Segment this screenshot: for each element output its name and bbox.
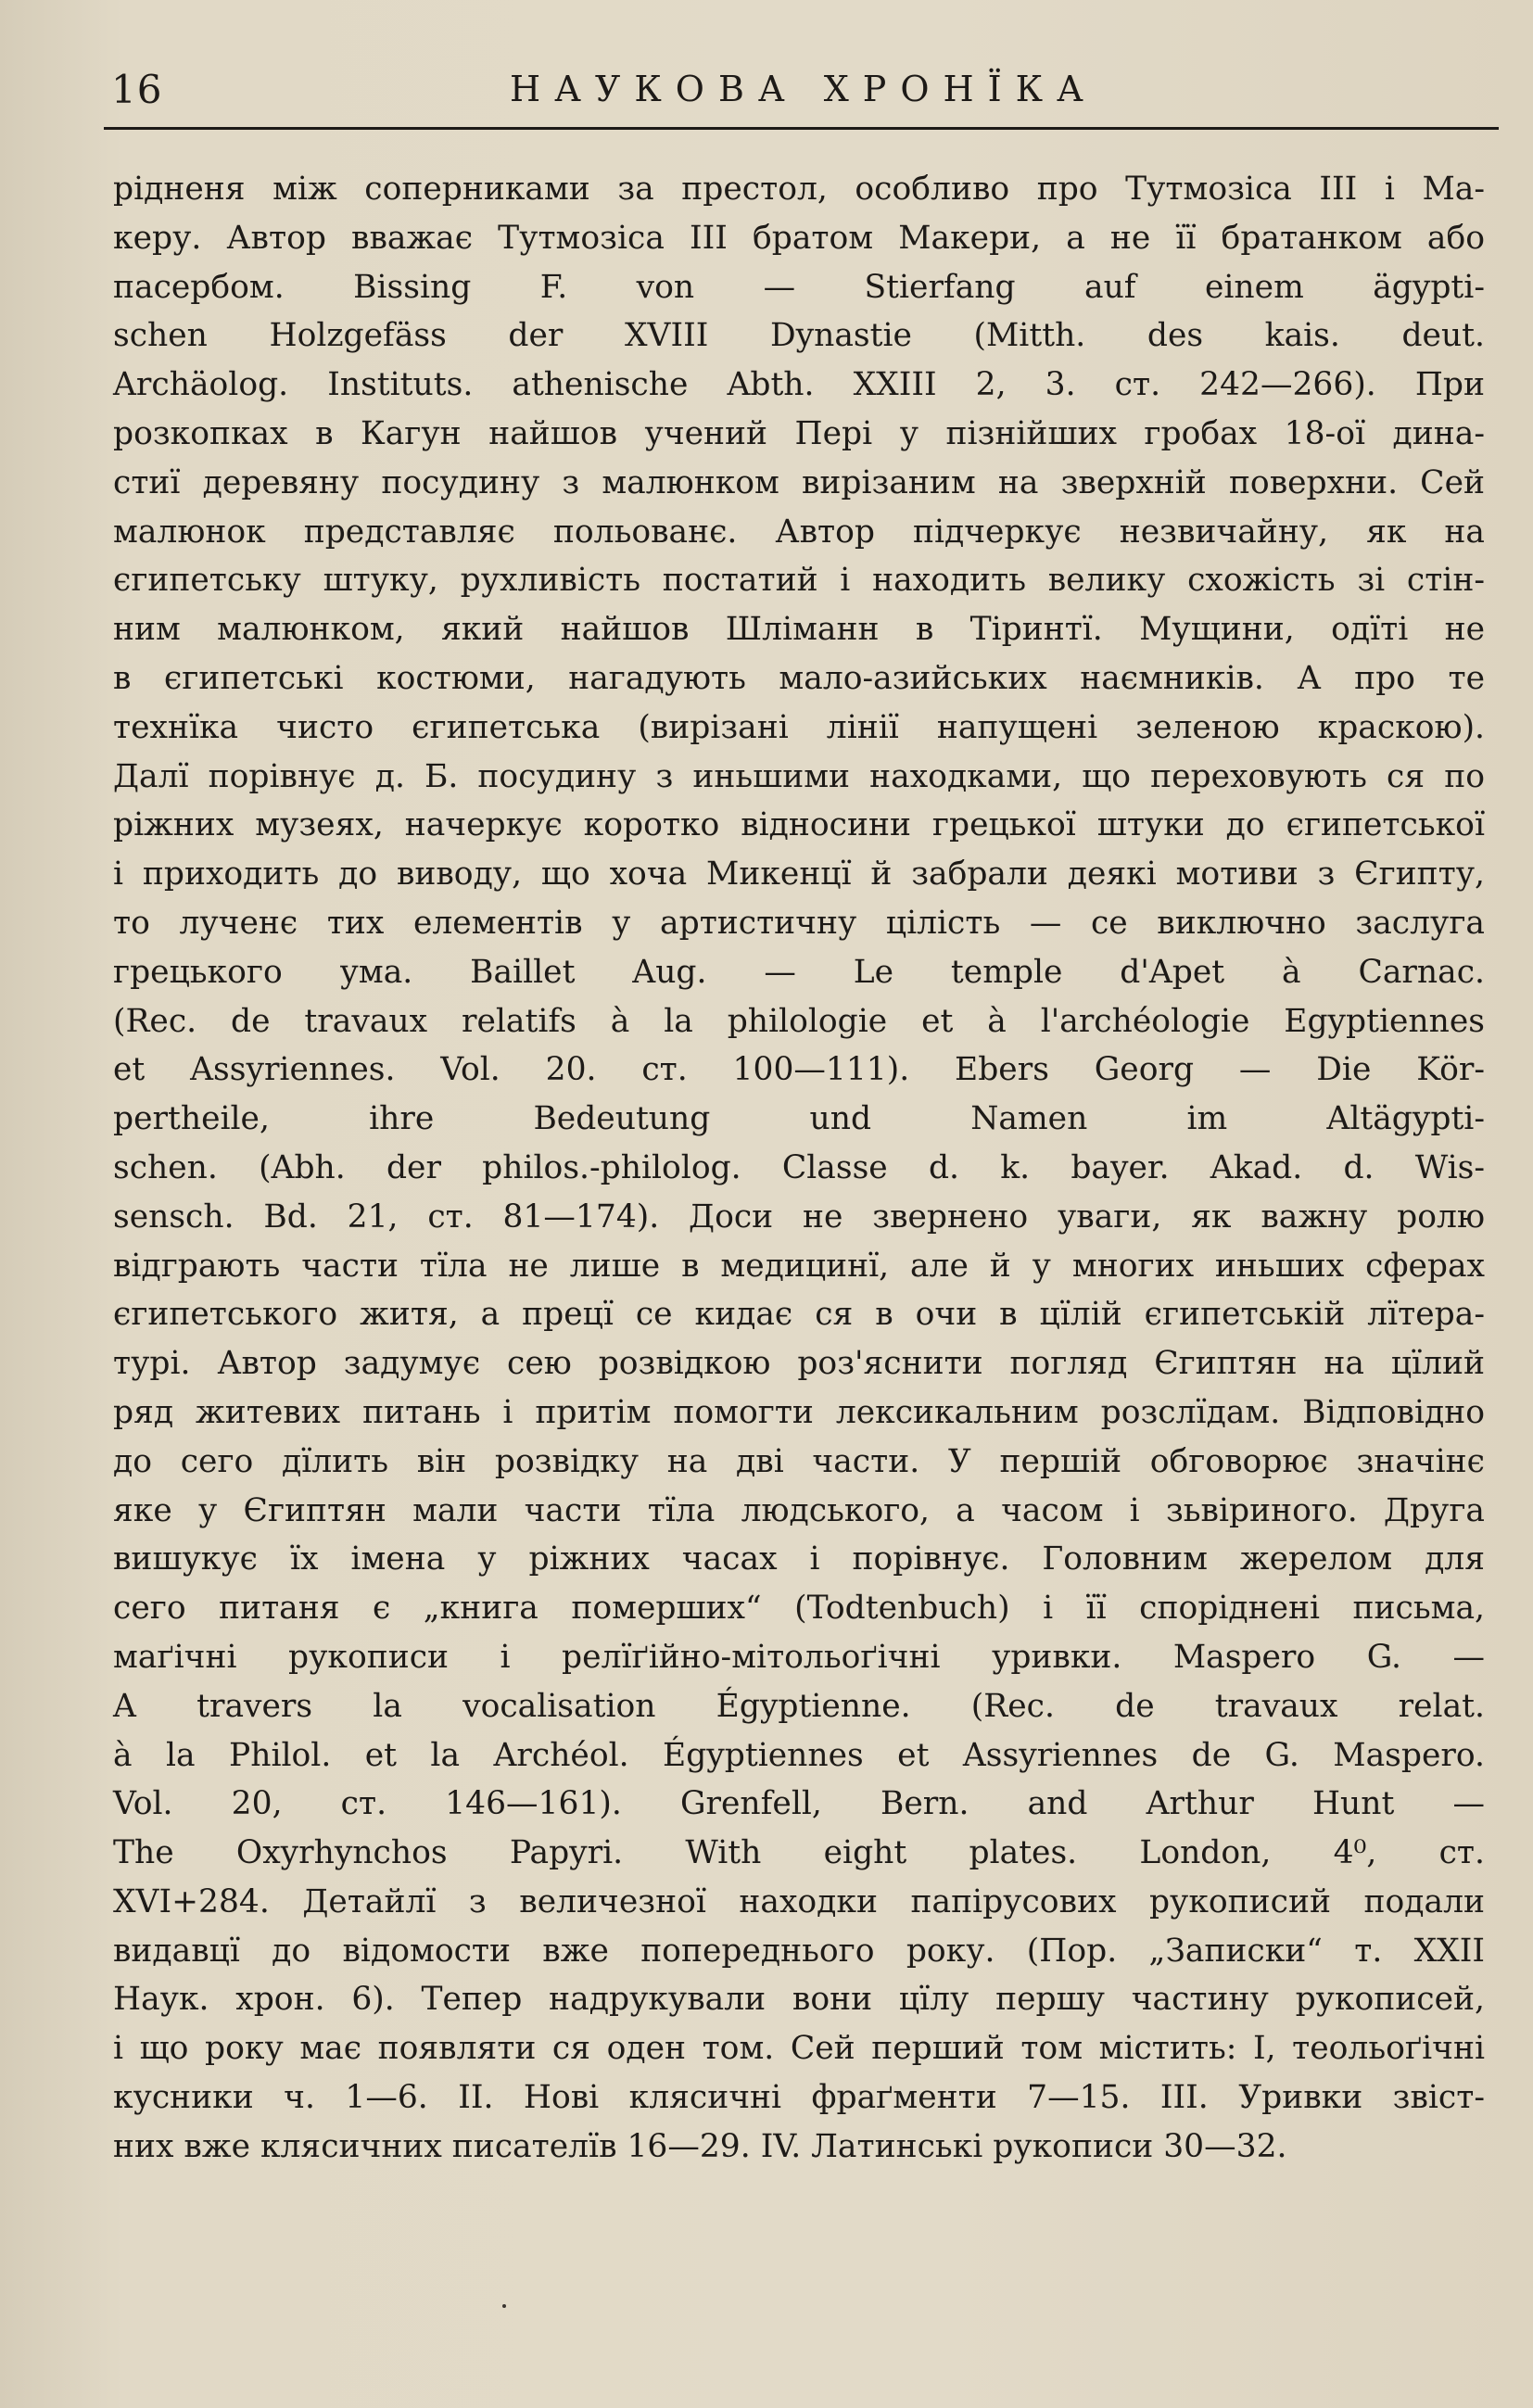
text-line: грецького ума. Baillet Aug. — Le temple d'Apet à Carnac. bbox=[113, 953, 1485, 991]
text-line: видавцї до відомости вже попереднього року. (Пор. „Записки“ т. XXII bbox=[113, 1932, 1485, 1970]
text-line: в єгипетські костюми, нагадують мало-азийських наємників. А про те bbox=[113, 659, 1485, 697]
text-line: єгипетського житя, а прецї се кидає ся в очи в цїлій єгипетській лїтера- bbox=[113, 1296, 1485, 1334]
ink-speck bbox=[502, 2304, 506, 2308]
text-line: сего питаня є „книга померших“ (Todtenbuch) і її споріднені письма, bbox=[113, 1590, 1485, 1628]
text-line: schen. (Abh. der philos.-philolog. Classe d. k. bayer. Akad. d. Wis- bbox=[113, 1148, 1485, 1186]
text-line: sensch. Bd. 21, ст. 81—174). Доси не звернено уваги, як важну ролю bbox=[113, 1198, 1485, 1236]
text-line: відграють части тїла не лише в медицинї, але й у многих иньших сферах bbox=[113, 1247, 1485, 1285]
text-line: pertheile, ihre Bedeutung und Namen im Altägypti- bbox=[113, 1100, 1485, 1138]
page-header bbox=[111, 67, 1501, 132]
text-line: стиї деревяну посудину з малюнком вирізаним на зверхній поверхни. Сей bbox=[113, 463, 1485, 501]
text-line: XVI+284. Детайлї з величезної находки папірусових рукописий подали bbox=[113, 1882, 1485, 1920]
text-line: єгипетську штуку, рухливість постатий і находить велику схожість зі стін- bbox=[113, 562, 1485, 600]
text-line: малюнок представляє польованє. Автор підчеркує незвичайну, як на bbox=[113, 513, 1485, 551]
text-line: Наук. хрон. 6). Тепер надрукували вони цїлу першу частину рукописей, bbox=[113, 1981, 1485, 2019]
text-line: вишукує їх імена у ріжних часах і порівнує. Головним жерелом для bbox=[113, 1540, 1485, 1578]
body-text bbox=[113, 165, 1485, 2172]
text-line: A travers la vocalisation Égyptienne. (Rec. de travaux relat. bbox=[113, 1687, 1485, 1725]
text-line: et Assyriennes. Vol. 20. ст. 100—111). Ebers Georg — Die Kör- bbox=[113, 1051, 1485, 1089]
header-rule bbox=[104, 127, 1499, 130]
text-line: Vol. 20, ст. 146—161). Grenfell, Bern. and Arthur Hunt — bbox=[113, 1785, 1485, 1823]
text-line: то лученє тих елементів у артистичну цілість — се виключно заслуга bbox=[113, 904, 1485, 942]
text-line: schen Holzgefäss der XVIII Dynastie (Mitth. des kais. deut. bbox=[113, 317, 1485, 355]
text-line: The Oxyrhynchos Papyri. With eight plates. London, 4⁰, ст. bbox=[113, 1834, 1485, 1872]
text-line: пасербом. Bissing F. von — Stierfang auf einem ägypti- bbox=[113, 268, 1485, 306]
text-line: керу. Автор вважає Тутмозіса III братом Макери, а не її братанком або bbox=[113, 219, 1485, 257]
text-line: ним малюнком, який найшов Шліманн в Тіринтї. Мущини, одїті не bbox=[113, 611, 1485, 649]
text-line: кусники ч. 1—6. II. Нові клясичні фраґменти 7—15. III. Уривки звіст- bbox=[113, 2079, 1485, 2117]
text-line: Далї порівнує д. Б. посудину з иньшими находками, що переховують ся по bbox=[113, 757, 1485, 795]
text-line: до сего дїлить він розвідку на дві части. У першій обговорює значінє bbox=[113, 1442, 1485, 1480]
text-line: Archäolog. Instituts. athenische Abth. XXIII 2, 3. ст. 242—266). При bbox=[113, 366, 1485, 404]
text-line: яке у Єгиптян мали части тїла людського, а часом і зьвіриного. Друга bbox=[113, 1491, 1485, 1529]
text-line: рідненя між соперниками за престол, особливо про Тутмозіса III і Ма- bbox=[113, 171, 1485, 208]
text-line: розкопках в Кагун найшов учений Пері у пізнійших гробах 18-ої дина- bbox=[113, 414, 1485, 452]
text-line: них вже клясичних писателїв 16—29. IV. Латинські рукописи 30—32. bbox=[113, 2127, 1287, 2165]
running-title: НАУКОВА ХРОНЇКА bbox=[510, 69, 1097, 109]
text-line: і приходить до виводу, що хоча Микенцї й забрали деякі мотиви з Єгипту, bbox=[113, 855, 1485, 893]
text-line: ряд житевих питань і притім помогти лексикальним розслїдам. Відповідно bbox=[113, 1393, 1485, 1431]
text-line: технїка чисто єгипетська (вирізані лінії напущені зеленою краскою). bbox=[113, 708, 1485, 746]
page-number: 16 bbox=[111, 67, 163, 112]
text-line: маґічні рукописи і релїґійно-мітольоґічні уривки. Maspero G. — bbox=[113, 1638, 1485, 1676]
text-line: турі. Автор задумує сею розвідкою роз'яснити погляд Єгиптян на цїлий bbox=[113, 1345, 1485, 1383]
text-line: ріжних музеях, начеркує коротко відносини грецької штуки до єгипетської bbox=[113, 806, 1485, 844]
text-line: (Rec. de travaux relatifs à la philologie et à l'archéologie Egyptiennes bbox=[113, 1002, 1485, 1040]
text-line: і що року має появляти ся оден том. Сей перший том містить: I, теольоґічні bbox=[113, 2030, 1485, 2068]
text-line: à la Philol. et la Archéol. Égyptiennes et Assyriennes de G. Maspero. bbox=[113, 1736, 1485, 1774]
